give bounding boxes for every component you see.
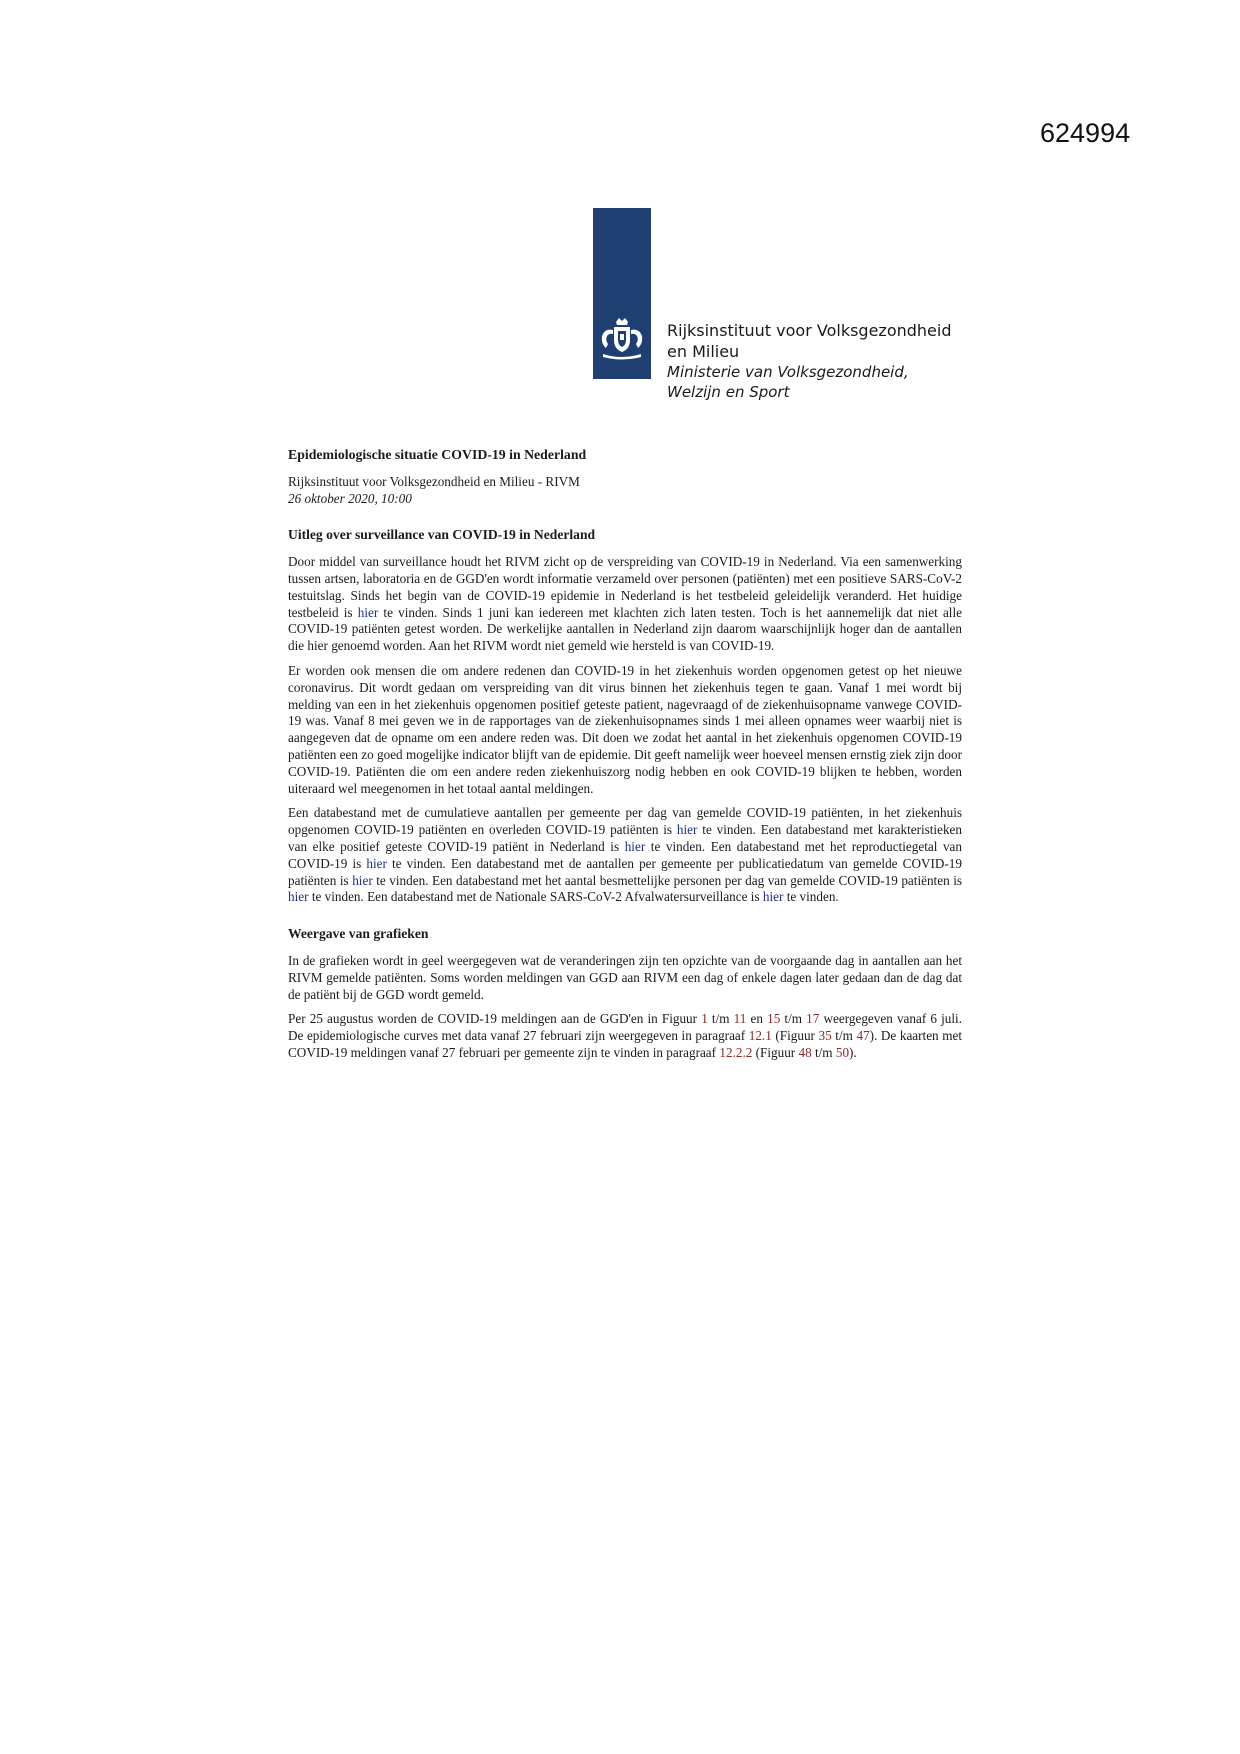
figure-ref-link[interactable]: 17 bbox=[806, 1011, 820, 1027]
logo-line-3: Ministerie van Volksgezondheid, bbox=[667, 363, 909, 381]
section-heading-surveillance: Uitleg over surveillance van COVID-19 in Nederland bbox=[288, 527, 596, 543]
testbeleid-link[interactable]: hier bbox=[357, 604, 379, 620]
text-run: ). De kaarten met COVID-19 meldingen vanaf 27 februari per gemeente zijn te vinden in paragraaf bbox=[288, 1028, 962, 1060]
text-run: Een databestand met de cumulatieve aantallen per gemeente per dag van gemelde COVID-19 patiënten, in het ziekenhuis opgenomen COVID-19 patiënten en overleden COVID-19 patiënten is bbox=[288, 805, 962, 838]
figure-ref-link[interactable]: 11 bbox=[733, 1011, 747, 1027]
databestand-link-besmettelijk[interactable]: hier bbox=[288, 889, 309, 905]
text-run: te vinden. Een databestand met het aantal besmettelijke personen per dag van gemelde COVID-19 patiënten is bbox=[372, 872, 962, 888]
figure-ref-link[interactable]: 1 bbox=[701, 1011, 708, 1027]
logo-bar bbox=[593, 208, 651, 379]
databestand-link-cumulatief[interactable]: hier bbox=[676, 822, 698, 838]
logo-line-2: en Milieu bbox=[667, 342, 740, 361]
paragraph-grafieken-2 bbox=[288, 1011, 962, 1061]
databestand-link-afvalwater[interactable]: hier bbox=[762, 889, 784, 905]
section-ref-link[interactable]: 12.1 bbox=[748, 1028, 772, 1044]
text-run: te vinden. Een databestand met de aantallen per gemeente per publicatiedatum van gemelde COVID-19 patiënten is bbox=[288, 855, 962, 888]
document-body bbox=[288, 447, 962, 1070]
text-run: te vinden. bbox=[783, 889, 839, 905]
figure-ref-link[interactable]: 48 bbox=[798, 1044, 812, 1060]
logo-text bbox=[667, 320, 1007, 402]
text-run: te vinden. Een databestand met karakteristieken van elke positief geteste COVID-19 patiënt in Nederland is bbox=[288, 822, 962, 854]
text-run: (Figuur bbox=[771, 1028, 819, 1044]
text-run: ). bbox=[849, 1044, 857, 1060]
figure-ref-link[interactable]: 35 bbox=[818, 1028, 832, 1044]
text-run: t/m bbox=[707, 1011, 734, 1027]
databestand-link-karakteristieken[interactable]: hier bbox=[624, 838, 646, 854]
text-run: weergegeven vanaf 6 juli. De epidemiologische curves met data vanaf 27 februari zijn weergegeven in paragraaf bbox=[288, 1011, 962, 1044]
text-run: Per 25 augustus worden de COVID-19 meldingen aan de GGD'en in Figuur bbox=[288, 1011, 702, 1027]
section-ref-link[interactable]: 12.2.2 bbox=[719, 1044, 753, 1060]
document-title: Epidemiologische situatie COVID-19 in Nederland bbox=[288, 447, 587, 462]
logo-line-4: Welzijn en Sport bbox=[667, 383, 790, 401]
text-run: t/m bbox=[811, 1044, 836, 1060]
text-run: te vinden. Een databestand met de Nationale SARS-CoV-2 Afvalwatersurveillance is bbox=[308, 889, 763, 905]
databestand-link-publicatiedatum[interactable]: hier bbox=[352, 872, 373, 888]
text-run: Door middel van surveillance houdt het RIVM zicht op de verspreiding van COVID-19 in Nederland. Via een samenwerking tussen artsen, laboratoria en de GGD'en wordt informatie verzameld over personen (patiënten) met een positieve SARS-CoV-2 testuitslag. Sinds het begin van de COVID-19 epidemie in Nederland is het testbeleid geleidelijk veranderd. Het huidige testbeleid is bbox=[288, 554, 962, 620]
text-run: t/m bbox=[831, 1028, 857, 1044]
databestand-link-reproductiegetal[interactable]: hier bbox=[366, 855, 387, 871]
text-run: te vinden. Een databestand met het reproductiegetal van COVID-19 is bbox=[288, 838, 963, 871]
document-id: 624994 bbox=[1040, 118, 1131, 148]
paragraph-databestanden bbox=[288, 805, 962, 906]
section-heading-grafieken: Weergave van grafieken bbox=[288, 926, 429, 942]
text-run: t/m bbox=[780, 1011, 807, 1027]
logo-line-1: Rijksinstituut voor Volksgezondheid bbox=[667, 321, 952, 340]
crest-icon bbox=[597, 316, 647, 362]
text-run: te vinden. Sinds 1 juni kan iedereen met klachten zich laten testen. Toch is het aannemelijk dat niet alle COVID-19 patiënten getest worden. De werkelijke aantallen in Nederland zijn daarom waarschijnlijk hoger dan de aantallen die hier genoemd worden. Aan het RIVM wordt niet gemeld wie hersteld is van COVID-19. bbox=[288, 604, 962, 654]
paragraph-surveillance-1 bbox=[288, 554, 962, 655]
paragraph-grafieken-1: In de grafieken wordt in geel weergegeven wat de veranderingen zijn ten opzichte van de voorgaande dag in aantallen aan het RIVM gemelde patiënten. Soms worden meldingen van GGD aan RIVM een dag of enkele dagen later gedaan dan de dag dat de patiënt bij de GGD wordt gemeld. bbox=[288, 952, 962, 1002]
document-organization: Rijksinstituut voor Volksgezondheid en Milieu - RIVM bbox=[288, 473, 580, 489]
figure-ref-link[interactable]: 47 bbox=[856, 1028, 870, 1044]
text-run: en bbox=[746, 1011, 768, 1027]
paragraph-surveillance-2: Er worden ook mensen die om andere redenen dan COVID-19 in het ziekenhuis worden opgenomen getest op het nieuwe coronavirus. Dit wordt gedaan om verspreiding van dit virus binnen het ziekenhuis tegen te gaan. Vanaf 1 mei wordt bij melding van een in het ziekenhuis opgenomen positief geteste patient, nagevraagd of de ziekenhuisopname vanwege COVID-19 was. Vanaf 8 mei geven we in de rapportages van de ziekenhuisopnames sinds 1 mei alleen opnames weer waarbij niet is aangegeven dat de opname om een andere reden was. Dit doen we zodat het aantal in het ziekenhuis opgenomen COVID-19 patiënten een zo goed mogelijke indicator blijft van de epidemie. Dit geeft namelijk weer hoeveel mensen ernstig ziek zijn door COVID-19. Patiënten die om een andere reden ziekenhuiszorg nodig hebben en ook COVID-19 blijken te hebben, worden uiteraard wel meegenomen in het totaal aantal meldingen. bbox=[288, 662, 962, 796]
figure-ref-link[interactable]: 15 bbox=[767, 1011, 781, 1027]
text-run: (Figuur bbox=[752, 1044, 799, 1060]
document-date: 26 oktober 2020, 10:00 bbox=[288, 490, 412, 506]
figure-ref-link[interactable]: 50 bbox=[835, 1044, 850, 1060]
